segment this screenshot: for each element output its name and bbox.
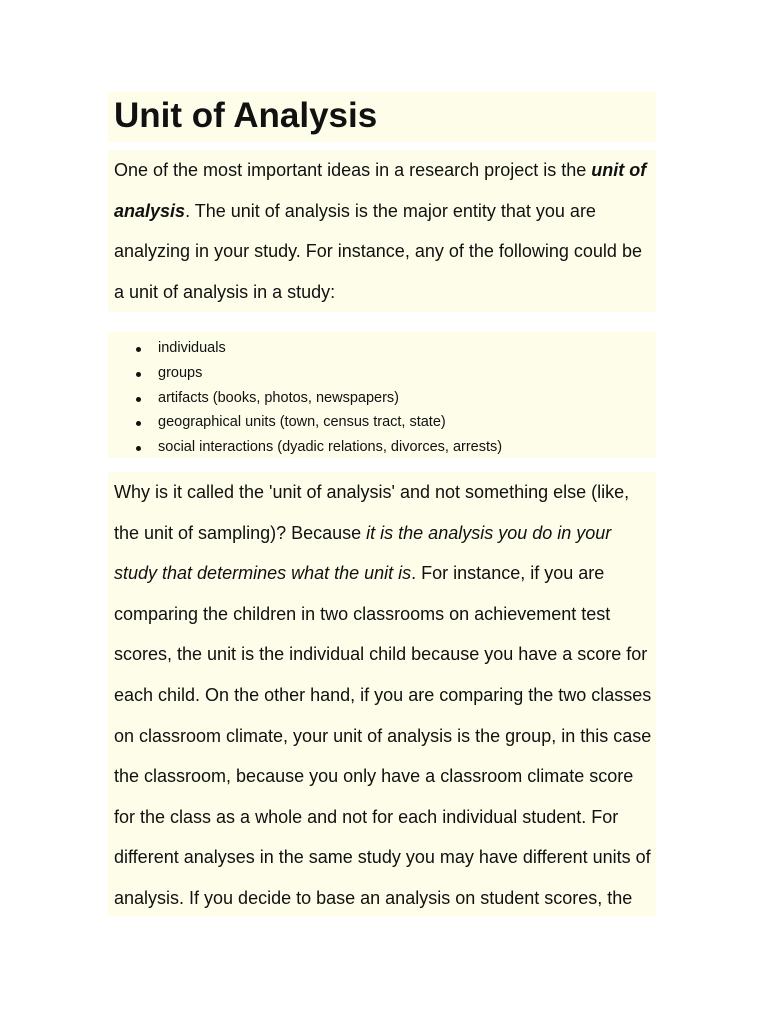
list-item xyxy=(108,386,656,411)
unit-list xyxy=(108,332,656,460)
intro-text-end: . The unit of analysis is the major entity that you are analyzing in your study. For instance, any of the following could be a unit of analysis in a study: xyxy=(114,200,642,302)
title-block xyxy=(108,92,656,142)
list-item-text: individuals xyxy=(158,340,226,356)
list-item-text: groups xyxy=(158,364,203,381)
list-item-text: geographical units (town, census tract, state) xyxy=(158,414,446,431)
list-item-text: artifacts (books, photos, newspapers) xyxy=(158,389,399,406)
page-title: Unit of Analysis xyxy=(114,96,378,135)
intro-emphasis: unit of analysis xyxy=(114,160,647,221)
bullet-icon xyxy=(136,421,141,426)
bullet-icon xyxy=(136,347,141,352)
body-italic: it is the analysis you do in your study that determines what the unit is xyxy=(114,522,612,584)
body-text-start: Why is it called the 'unit of analysis' and not something else (like, the unit of sampling)? Because xyxy=(114,482,630,543)
list-item xyxy=(108,410,656,435)
list-item xyxy=(108,435,656,460)
intro-block xyxy=(108,150,656,312)
body-paragraph xyxy=(108,472,656,919)
body-block xyxy=(108,472,656,916)
intro-text-start: One of the most important ideas in a research project is the xyxy=(114,160,592,180)
bullet-icon xyxy=(136,372,141,377)
intro-paragraph xyxy=(108,150,656,312)
list-item-text: social interactions (dyadic relations, divorces, arrests) xyxy=(158,439,503,456)
bullet-icon xyxy=(136,397,141,402)
list-item xyxy=(108,361,656,386)
body-text-end: . For instance, if you are comparing the children in two classrooms on achievement test scores, the unit is the individual child because you have a score for each child. On the other hand, if you are comparing the two classes on classroom climate, your unit of analysis is the group, in this case the classroom, because you only have a classroom climate score for the class as a whole and not for each individual student. For different analyses in the same study you may have different units of analysis. If you decide to base an analysis on student scores, the xyxy=(114,563,652,908)
list-item xyxy=(108,336,656,361)
unit-list-block xyxy=(108,332,656,458)
bullet-icon xyxy=(136,446,141,451)
